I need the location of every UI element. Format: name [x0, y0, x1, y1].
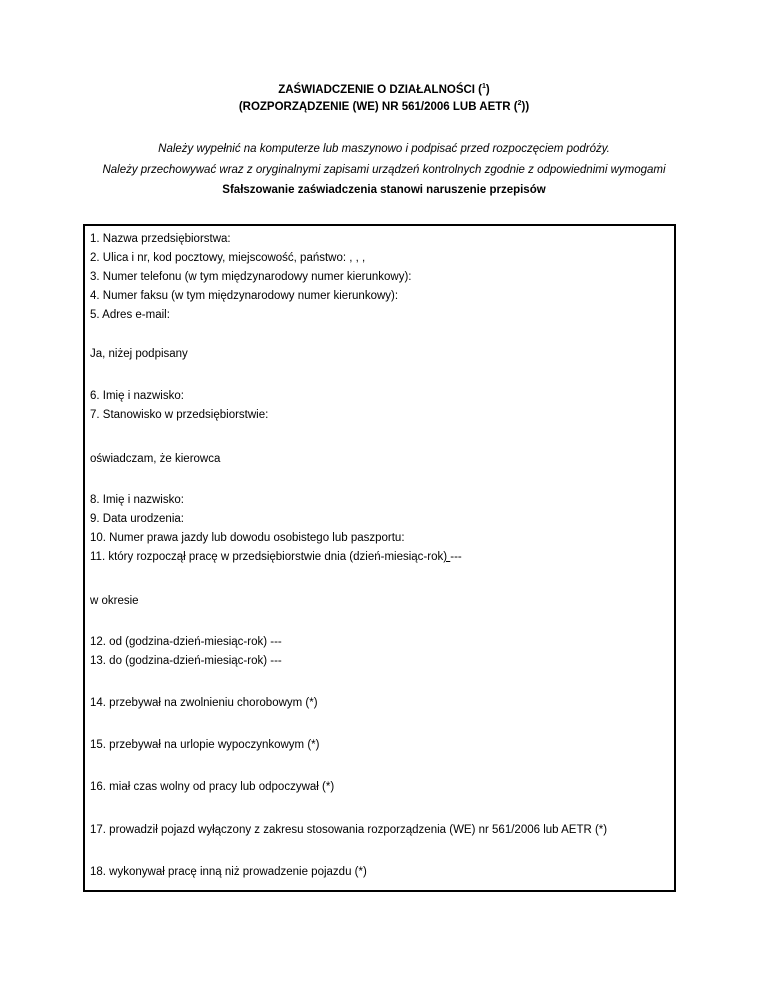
field-address: 2. Ulica i nr, kod pocztowy, miejscowość, państwo: , , ,	[90, 252, 366, 264]
field-declarant-name: 6. Imię i nazwisko:	[90, 390, 184, 402]
instruction-line-2: Należy przechowywać wraz z oryginalnymi zapisami urządzeń kontrolnych zgodnie z odpowiednimi wymogami	[102, 164, 666, 176]
option-sick-leave: 14. przebywał na zwolnieniu chorobowym (*)	[90, 697, 318, 709]
declarant-text: Ja, niżej podpisany	[90, 348, 188, 360]
field-email: 5. Adres e-mail:	[90, 309, 170, 321]
field-birth-date: 9. Data urodzenia:	[90, 513, 184, 525]
period-text: w okresie	[90, 595, 139, 607]
option-excluded-vehicle: 17. prowadził pojazd wyłączony z zakresu stosowania rozporządzenia (WE) nr 561/2006 lub AETR (*)	[90, 824, 608, 836]
field-position: 7. Stanowisko w przedsiębiorstwie:	[90, 409, 269, 421]
field-driver-name: 8. Imię i nazwisko:	[90, 494, 184, 506]
option-annual-leave: 15. przebywał na urlopie wypoczynkowym (*)	[90, 739, 320, 751]
option-rest: 16. miał czas wolny od pracy lub odpoczywał (*)	[90, 781, 335, 793]
statement-text: oświadczam, że kierowca	[90, 453, 221, 465]
field-period-to: 13. do (godzina-dzień-miesiąc-rok) ---	[90, 655, 282, 667]
option-other-work: 18. wykonywał pracę inną niż prowadzenie pojazdu (*)	[90, 866, 367, 878]
field-period-from: 12. od (godzina-dzień-miesiąc-rok) ---	[90, 636, 282, 648]
field-id-number: 10. Numer prawa jazdy lub dowodu osobistego lub paszportu:	[90, 532, 405, 544]
field-phone: 3. Numer telefonu (w tym międzynarodowy numer kierunkowy):	[90, 271, 412, 283]
forgery-warning: Sfałszowanie zaświadczenia stanowi naruszenie przepisów	[222, 184, 546, 196]
instruction-line-1: Należy wypełnić na komputerze lub maszynowo i podpisać przed rozpoczęciem podróży.	[158, 143, 610, 155]
document-subtitle: (ROZPORZĄDZENIE (WE) NR 561/2006 LUB AETR ($^2$))	[238, 100, 530, 113]
field-start-date: 11. który rozpoczął pracę w przedsiębiorstwie dnia (dzień-miesiąc-rok) ---	[90, 551, 462, 563]
field-fax: 4. Numer faksu (w tym międzynarodowy numer kierunkowy):	[90, 290, 399, 302]
field-company-name: 1. Nazwa przedsiębiorstwa:	[90, 233, 231, 245]
document-title: ZAŚWIADCZENIE O DZIAŁALNOŚCI ($^1$)	[278, 83, 490, 96]
